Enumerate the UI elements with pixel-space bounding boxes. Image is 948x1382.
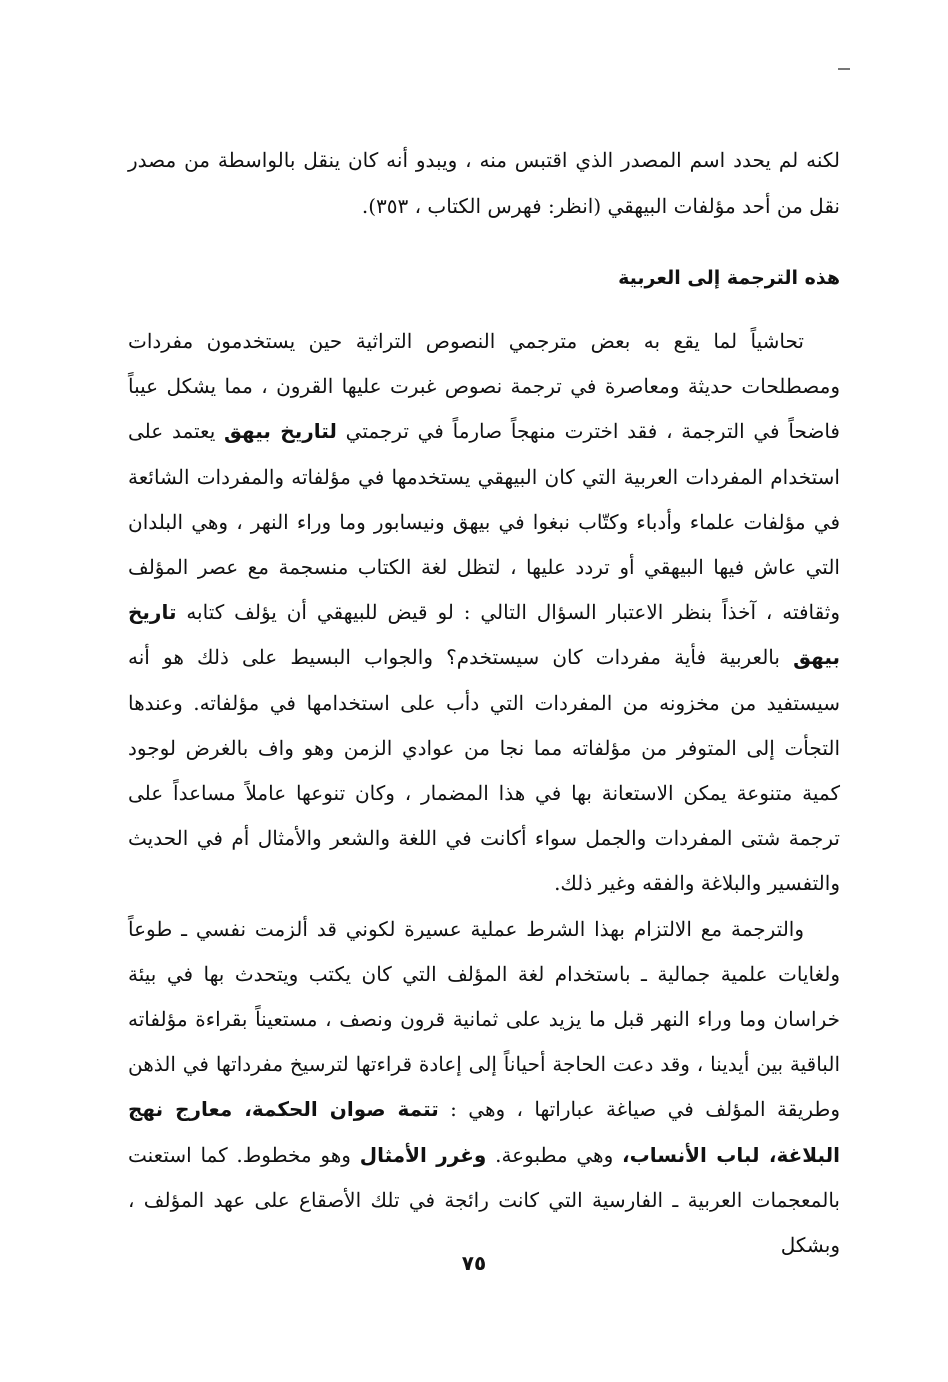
paragraph-2-text: والترجمة مع الالتزام بهذا الشرط عملية عسيرة لكوني قد ألزمت نفسي ـ طوعاً ولغايات علمية جمالية ـ باستخدام لغة المؤلف التي كان يكتب ويتحدث بها في بيئة خراسان وما وراء النهر قبل ما يزيد على ثمانية قرون ونصف ، مستعيناً بقراءة مؤلفاته الباقية بين أيدينا ، وقد دعت الحاجة أحياناً إلى إعادة قراءتها لترسيخ مفرداتها في الذهن وطريقة المؤلف في صياغة عباراتها ، وهي : xyxy=(128,916,840,1122)
book-title-bold: لتاريخ بيهق xyxy=(224,419,337,444)
paragraph-2 xyxy=(128,907,840,1269)
paragraph-1-text: تحاشياً لما يقع به بعض مترجمي النصوص التراثية حين يستخدمون مفردات ومصطلحات حديثة ومعاصرة في ترجمة نصوص غبرت عليها القرون ، مما يشكل عيباً فاضحاً في الترجمة ، فقد اخترت منهجاً صارماً في ترجمتي xyxy=(128,329,840,444)
paragraph-2-text: وهو مخطوط. كما استعنت بالمعجمات العربية ـ الفارسية التي كانت رائجة في تلك الأصقاع على عهد المؤلف ، وبشكل xyxy=(128,1142,840,1258)
paragraph-2-text: وهي مطبوعة. xyxy=(486,1142,623,1167)
book-titles-bold: تتمة صوان الحكمة، معارج نهج البلاغة، لباب الأنساب، xyxy=(128,1097,840,1167)
body-text xyxy=(128,319,840,1268)
book-title-bold: وغرر الأمثال xyxy=(359,1142,487,1167)
page-corner-mark xyxy=(838,68,850,70)
book-title-bold: تاريخ بيهق xyxy=(128,600,840,670)
paragraph-1-text: بالعربية فأية مفردات كان سيستخدم؟ والجواب البسيط على ذلك هو أنه سيستفيد من مخزونه من المفردات التي دأب على استخدامها في مؤلفاته. وعندها التجأت إلى المتوفر من مؤلفاته مما نجا من عوادي الزمن وهو واف بالغرض لوجود كمية متنوعة يمكن الاستعانة بها في هذا المضمار ، وكان تنوعها عاملاً مساعداً على ترجمة شتى المفردات والجمل سواء أكانت في اللغة والشعر والأمثال أم في الحديث والتفسير والبلاغة والفقه وغير ذلك. xyxy=(128,645,840,896)
page-number: ٧٥ xyxy=(461,1251,487,1275)
intro-paragraph: لكنه لم يحدد اسم المصدر الذي اقتبس منه ، ويبدو أنه كان ينقل بالواسطة من مصدر نقل من أحد مؤلفات البيهقي (انظر: فهرس الكتاب ، ٣٥٣). xyxy=(128,148,840,218)
paragraph-1 xyxy=(128,319,840,907)
paragraph-1-text: يعتمد على استخدام المفردات العربية التي كان البيهقي يستخدمها في مؤلفاته والمفردات الشائعة في مؤلفات علماء وأدباء وكتّاب نبغوا في بيهق ونيسابور وما وراء النهر ، وهي البلدان التي عاش فيها البيهقي أو تردد عليها ، لتظل لغة الكتاب منسجمة مع عصر المؤلف وثقافته ، آخذاً بنظر الاعتبار السؤال التالي : لو قيض للبيهقي أن يؤلف كتابه xyxy=(128,419,840,625)
section-heading: هذه الترجمة إلى العربية xyxy=(618,267,840,289)
